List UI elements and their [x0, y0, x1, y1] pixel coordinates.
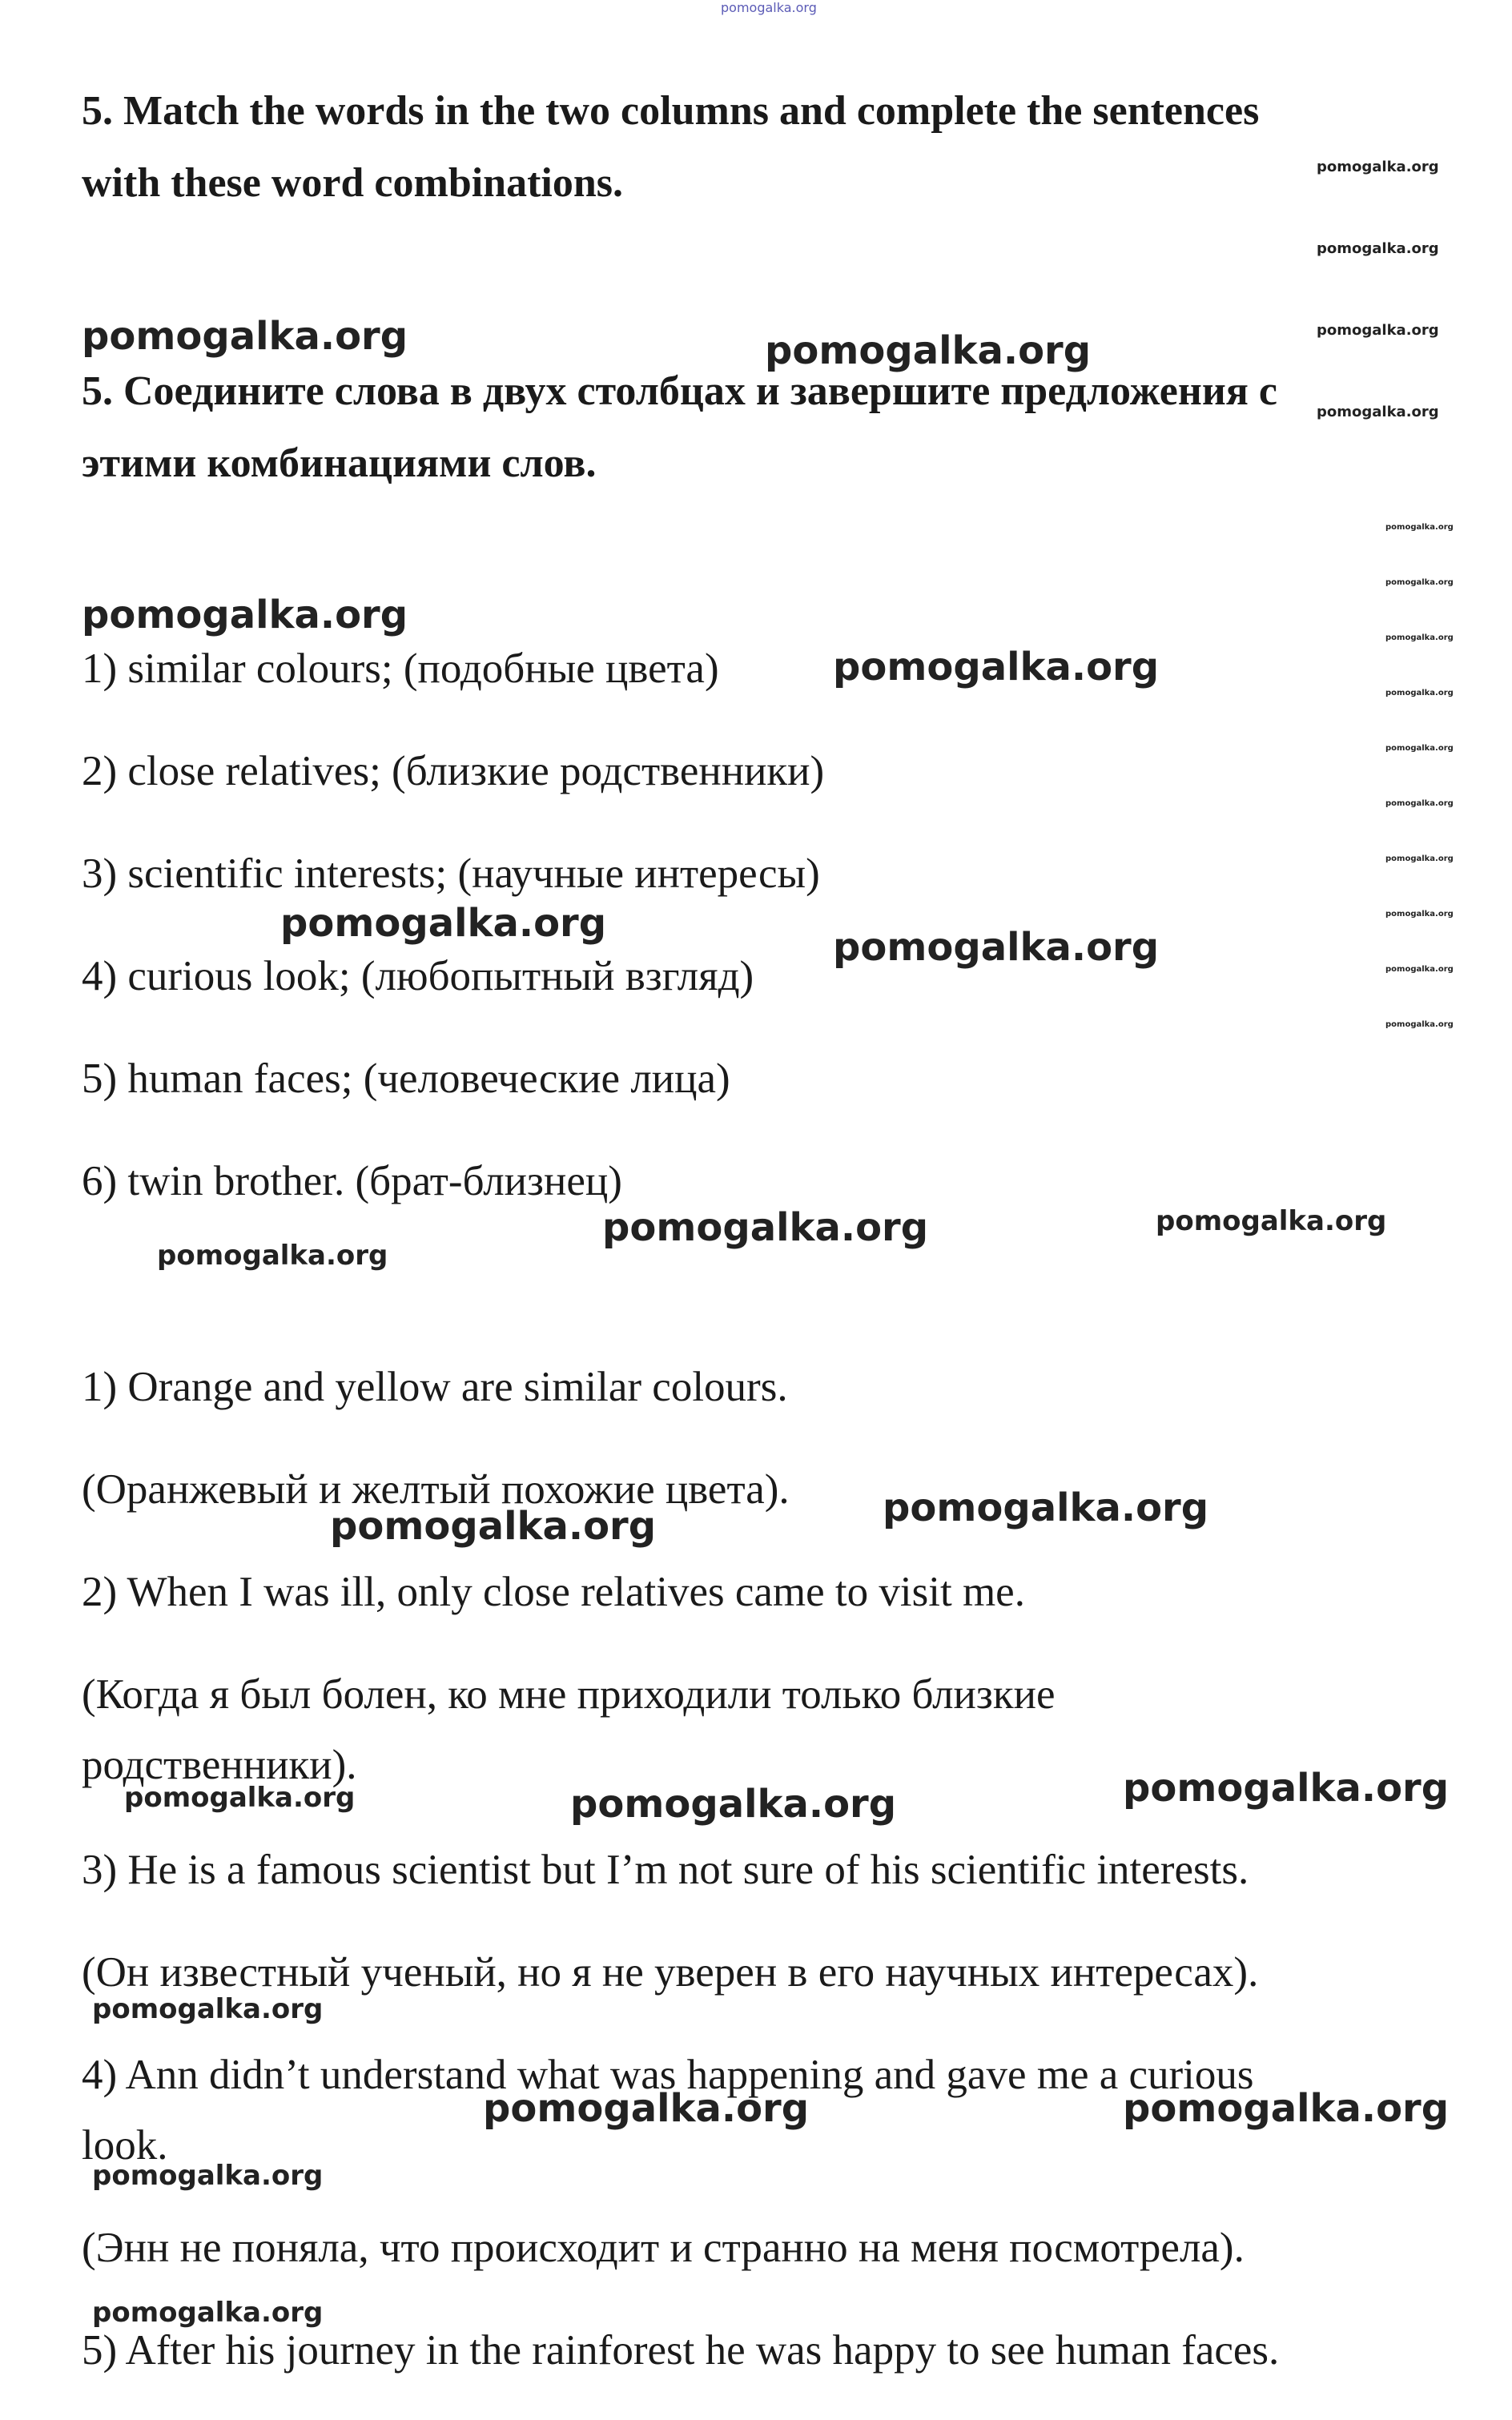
watermark: pomogalka.org — [1317, 322, 1439, 339]
watermark: pomogalka.org — [92, 2297, 324, 2329]
watermark: pomogalka.org — [1385, 689, 1454, 697]
sentence-5-en: 5) After his journey in the rainforest he was happy to see human faces. — [82, 2327, 1280, 2374]
watermark: pomogalka.org — [1385, 1020, 1454, 1029]
watermark: pomogalka.org — [1385, 965, 1454, 974]
watermark-top: pomogalka.org — [721, 0, 817, 15]
watermark: pomogalka.org — [1317, 240, 1439, 257]
watermark: pomogalka.org — [1156, 1205, 1387, 1237]
watermark: pomogalka.org — [883, 1485, 1209, 1530]
word-combination-3: 3) scientific interests; (научные интересы) — [82, 850, 820, 897]
watermark: pomogalka.org — [1385, 854, 1454, 863]
watermark: pomogalka.org — [765, 328, 1092, 373]
watermark: pomogalka.org — [92, 1993, 324, 2025]
watermark: pomogalka.org — [1385, 523, 1454, 532]
watermark: pomogalka.org — [330, 1504, 657, 1549]
sentence-4-ru: (Энн не поняла, что происходит и странно на меня посмотрела). — [82, 2225, 1245, 2271]
heading-en-line-2: with these word combinations. — [82, 160, 624, 206]
sentence-2-en: 2) When I was ill, only close relatives came to visit me. — [82, 1569, 1025, 1615]
sentence-2-ru-line-2: родственники). — [82, 1742, 357, 1788]
watermark: pomogalka.org — [1317, 404, 1439, 420]
watermark: pomogalka.org — [124, 1782, 356, 1814]
watermark: pomogalka.org — [1385, 799, 1454, 808]
heading-en-line-1: 5. Match the words in the two columns and complete the sentences — [82, 88, 1260, 134]
watermark: pomogalka.org — [1385, 910, 1454, 919]
watermark: pomogalka.org — [570, 1782, 897, 1827]
sentence-3-en: 3) He is a famous scientist but I’m not sure of his scientific interests. — [82, 1847, 1249, 1893]
watermark: pomogalka.org — [1385, 633, 1454, 642]
sentence-2-ru-line-1: (Когда я был болен, ко мне приходили только близкие — [82, 1671, 1056, 1718]
sentence-4-en-line-1: 4) Ann didn’t understand what was happening and gave me a curious — [82, 2052, 1254, 2098]
watermark: pomogalka.org — [82, 593, 408, 637]
sentence-4-en-line-2: look. — [82, 2122, 168, 2169]
word-combination-6: 6) twin brother. (брат-близнец) — [82, 1158, 622, 1204]
sentence-1-ru: (Оранжевый и желтый похожие цвета). — [82, 1466, 790, 1513]
watermark: pomogalka.org — [82, 314, 408, 359]
heading-ru-line-2: этими комбинациями слов. — [82, 440, 597, 486]
word-combination-5: 5) human faces; (человеческие лица) — [82, 1055, 730, 1102]
sentence-3-ru: (Он известный ученый, но я не уверен в его научных интересах). — [82, 1949, 1259, 1996]
watermark: pomogalka.org — [1385, 744, 1454, 753]
watermark: pomogalka.org — [157, 1240, 388, 1272]
watermark: pomogalka.org — [1123, 2086, 1450, 2131]
watermark: pomogalka.org — [1123, 1766, 1450, 1811]
sentence-1-en: 1) Orange and yellow are similar colours. — [82, 1364, 788, 1410]
watermark: pomogalka.org — [483, 2086, 810, 2131]
watermark: pomogalka.org — [92, 2160, 324, 2192]
watermark: pomogalka.org — [833, 925, 1160, 970]
watermark: pomogalka.org — [1385, 578, 1454, 587]
watermark: pomogalka.org — [602, 1205, 929, 1250]
word-combination-4: 4) curious look; (любопытный взгляд) — [82, 953, 754, 999]
heading-ru-line-1: 5. Соедините слова в двух столбцах и завершите предложения с — [82, 368, 1277, 414]
word-combination-2: 2) close relatives; (близкие родственники) — [82, 748, 825, 794]
word-combination-1: 1) similar colours; (подобные цвета) — [82, 645, 719, 692]
watermark: pomogalka.org — [1317, 159, 1439, 175]
watermark: pomogalka.org — [833, 645, 1160, 689]
watermark: pomogalka.org — [280, 901, 607, 946]
